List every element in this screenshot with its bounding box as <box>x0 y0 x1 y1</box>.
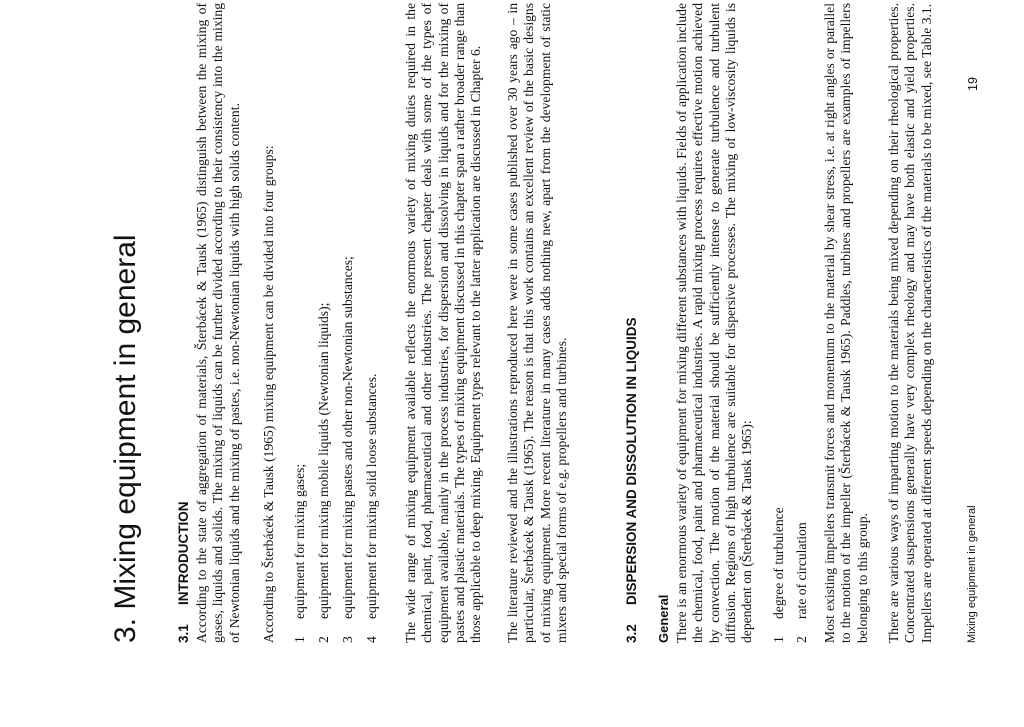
list-number: 1 <box>771 636 786 643</box>
list-text: equipment for mixing mobile liquids (Newtonian liquids); <box>316 302 331 619</box>
list-item <box>771 507 787 643</box>
list-text: equipment for mixing pastes and other non-Newtonian substances; <box>340 256 355 619</box>
list-number: 1 <box>292 636 307 643</box>
list-item <box>292 464 308 643</box>
intro-paragraph-4: The literature reviewed and the illustrations reproduced here were in some cases published over 30 years ago – in particular, Šterbácek & Tausk (1965). The reason is that this work contains an excellent review of the basic designs of mixing equipment. More recent literature in many cases adds nothing new, apart from the development of static mixers and special forms of e.g. propellers and turbines. <box>505 3 569 643</box>
general-paragraph-1: There is an enormous variety of equipment for mixing different substances with liquids. Fields of application include the chemical, food, paint and pharmaceutical industries. A rapid mixing process requires effective motion achieved by convection. The motion of the material should be sufficiently intense to generate turbulence and turbulent diffusion. Regions of high turbulence are suitable for dispersive processes. The mixing of low-viscosity liquids is dependent on (Šterbácek & Tausk 1965): <box>674 3 755 643</box>
list-text: equipment for mixing gases; <box>292 463 307 619</box>
section-heading-dispersion <box>624 317 639 643</box>
section-title: DISPERSION AND DISSOLUTION IN LIQUIDS <box>624 317 639 605</box>
section-title: INTRODUCTION <box>176 501 191 605</box>
running-title: Mixing equipment in general <box>966 505 978 643</box>
list-item <box>794 522 810 643</box>
general-paragraph-3: There are various ways of imparting motion to the materials being mixed depending on their rheological properties. Concentrated suspensions generally have very complex rheology and may have both elastic and yield properties. Impellers are operated at different speeds depending on the characteristics of the materials to be mixed, see Table 3.1. <box>886 3 934 643</box>
section-number: 3.2 <box>624 624 639 643</box>
list-text: equipment for mixing solid loose substances. <box>364 373 379 619</box>
subheading-general: General <box>656 594 671 643</box>
chapter-title: 3. Mixing equipment in general <box>109 234 142 643</box>
list-number: 2 <box>316 636 331 643</box>
section-heading-introduction <box>176 502 191 644</box>
intro-paragraph-3: The wide range of mixing equipment available reflects the enormous variety of mixing duties required in the chemical, paint, food, pharmaceutical and other industries. The present chapter deals with some of the types of equipment available, mainly in the process industries, for dispersion and dissolving in liquids and for the mixing of pastes and plastic materials. The types of mixing equipment discussed in this chapter span a rather broader range than those applicable to deep mixing. Equipment types relevant to the latter application are discussed in Chapter 6. <box>403 3 484 643</box>
list-number: 4 <box>364 636 379 643</box>
list-number: 3 <box>340 636 355 643</box>
general-paragraph-2: Most existing impellers transmit forces and momentum to the material by shear stress, i.e. at right angles or parallel to the motion of the impeller (Šterbácek & Tausk 1965). Paddles, turbines and propellers are examples of impellers belonging to this group. <box>822 3 870 643</box>
section-number: 3.1 <box>176 624 191 643</box>
list-item <box>364 374 380 643</box>
list-text: degree of turbulence <box>771 507 786 619</box>
intro-paragraph-1: According to the state of aggregation of materials, Šterbácek & Tausk (1965) distinguish between the mixing of gases, liquids and solids. The mixing of liquids can be further divided according to their consistency into the mixing of Newtonian liquids and the mixing of pastes, i.e. non-Newtonian liquids with high solids content. <box>194 3 242 643</box>
list-item <box>316 303 332 643</box>
list-text: rate of circulation <box>794 522 809 619</box>
intro-paragraph-2: According to Šterbácek & Tausk (1965) mixing equipment can be divided into four groups: <box>261 145 276 643</box>
page-number: 19 <box>966 77 980 91</box>
list-item <box>340 256 356 643</box>
list-number: 2 <box>794 636 809 643</box>
